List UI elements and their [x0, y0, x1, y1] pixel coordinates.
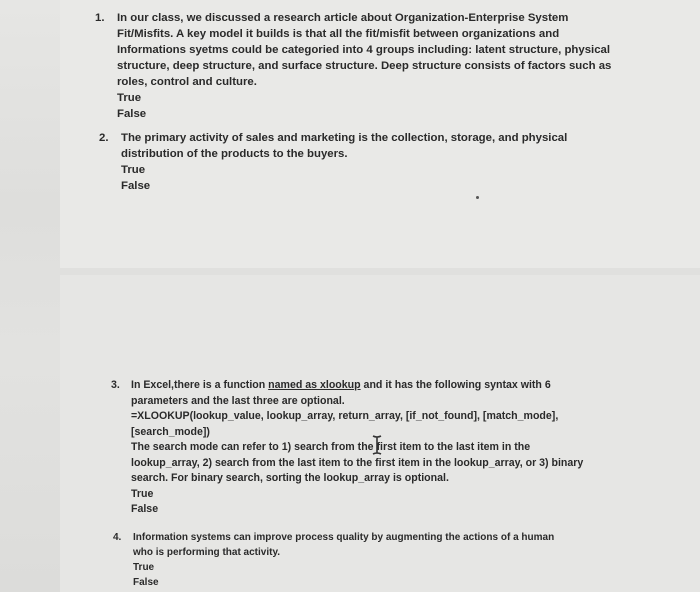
option-true[interactable]: True [133, 562, 155, 573]
question-number: 4. [113, 532, 122, 543]
option-true[interactable]: True [131, 487, 154, 500]
question-text: The primary activity of sales and marketing is the collection, storage, and physical distribution of the products to the buyers. [121, 132, 568, 160]
option-false[interactable]: False [133, 577, 159, 588]
question-1 [95, 10, 617, 122]
question-text [131, 378, 591, 409]
option-true[interactable]: True [117, 92, 142, 104]
question-number: 1. [95, 12, 105, 24]
option-false[interactable]: False [131, 503, 159, 515]
question-4 [113, 530, 573, 590]
question-text-start: In Excel,there is a function [131, 379, 269, 391]
xlookup-syntax: =XLOOKUP(lookup_value, lookup_array, return_array, [if_not_found], [match_mode], [search_mode]) [131, 410, 559, 438]
underlined-phrase: named as xlookup [268, 379, 361, 391]
question-number: 2. [99, 132, 109, 144]
option-false[interactable]: False [121, 180, 151, 192]
text-cursor-icon [370, 434, 384, 456]
option-false[interactable]: False [117, 108, 147, 120]
question-text: Information systems can improve process quality by augmenting the actions of a human who is performing that activity. [133, 532, 555, 558]
question-2 [99, 130, 601, 194]
question-text-end: and it has the following syntax with 6 parameters and the last three are optional. [131, 379, 551, 407]
question-3 [111, 378, 591, 518]
question-number: 3. [111, 379, 120, 391]
search-mode-detail: The search mode can refer to 1) search from the first item to the last item in the lookup_array, 2) search from the last item to the first item in the lookup_array, or 3) binary search. For binary search, sorting the lookup_array is optional. [131, 441, 584, 484]
speck-mark [476, 196, 479, 199]
question-text: In our class, we discussed a research article about Organization-Enterprise System Fit/Misfits. A key model it builds is that all the fit/misfit between organizations and Informations syetms could be categoried into 4 groups including: latent structure, physical structure, deep structure, and surface structure. Deep structure consists of factors such as roles, control and culture. [117, 12, 612, 88]
option-true[interactable]: True [121, 164, 146, 176]
